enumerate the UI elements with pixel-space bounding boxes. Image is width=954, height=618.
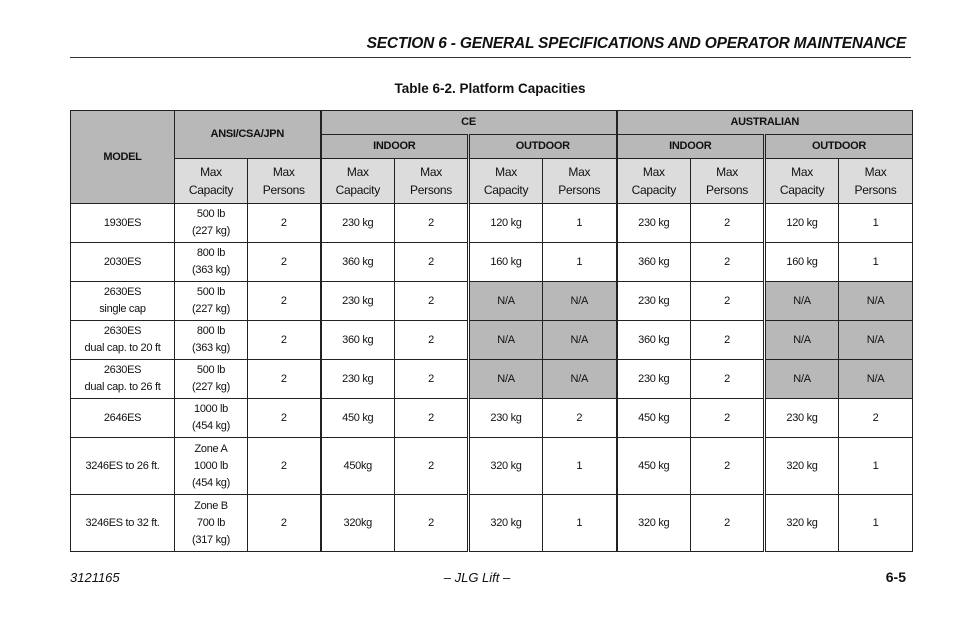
au-in-p-cell: 2 [691, 438, 765, 495]
ansi-cap-cell: 500 lb (227 kg) [175, 282, 248, 321]
ce-in-p-cell: 2 [395, 495, 469, 552]
ansi-p-cell: 2 [248, 399, 321, 438]
au-in-p-cell: 2 [691, 495, 765, 552]
au-out-p-cell: 2 [839, 399, 913, 438]
au-out-cap-cell: 230 kg [765, 399, 839, 438]
header-max-persons: Max Persons [248, 159, 321, 204]
au-out-cap-cell: 320 kg [765, 438, 839, 495]
header-ce-outdoor: OUTDOOR [469, 135, 617, 159]
au-out-p-cell: 1 [839, 204, 913, 243]
header-max-capacity: Max Capacity [469, 159, 543, 204]
au-out-p-cell: N/A [839, 282, 913, 321]
model-cell: 2646ES [71, 399, 175, 438]
au-out-p-cell: 1 [839, 243, 913, 282]
table-title: Table 6-2. Platform Capacities [394, 81, 586, 96]
model-cell: 2630ES dual cap. to 20 ft [71, 321, 175, 360]
ce-out-cap-cell: 120 kg [469, 204, 543, 243]
header-max-capacity: Max Capacity [175, 159, 248, 204]
ansi-cap-cell: 500 lb (227 kg) [175, 204, 248, 243]
ce-in-cap-cell: 450kg [321, 438, 395, 495]
au-in-cap-cell: 360 kg [617, 243, 691, 282]
ce-out-p-cell: N/A [543, 282, 617, 321]
ansi-cap-cell: Zone B 700 lb (317 kg) [175, 495, 248, 552]
table-row [71, 360, 913, 399]
footer-center: – JLG Lift – [443, 570, 511, 585]
au-out-cap-cell: 320 kg [765, 495, 839, 552]
model-cell: 2030ES [71, 243, 175, 282]
ansi-cap-cell: 1000 lb (454 kg) [175, 399, 248, 438]
ce-in-cap-cell: 360 kg [321, 321, 395, 360]
ce-in-p-cell: 2 [395, 360, 469, 399]
au-in-p-cell: 2 [691, 399, 765, 438]
au-in-cap-cell: 320 kg [617, 495, 691, 552]
platform-capacities-table [70, 110, 913, 552]
au-out-p-cell: N/A [839, 360, 913, 399]
au-in-p-cell: 2 [691, 360, 765, 399]
header-au-indoor: INDOOR [617, 135, 765, 159]
ce-in-cap-cell: 360 kg [321, 243, 395, 282]
au-out-cap-cell: 120 kg [765, 204, 839, 243]
table-row [71, 204, 913, 243]
header-ce: CE [321, 111, 617, 135]
page-number: 6-5 [885, 569, 906, 585]
table-row [71, 495, 913, 552]
ansi-cap-cell: 500 lb (227 kg) [175, 360, 248, 399]
ansi-cap-cell: 800 lb (363 kg) [175, 321, 248, 360]
ansi-cap-cell: Zone A 1000 lb (454 kg) [175, 438, 248, 495]
au-in-cap-cell: 230 kg [617, 360, 691, 399]
au-in-p-cell: 2 [691, 321, 765, 360]
table-row [71, 243, 913, 282]
ce-in-p-cell: 2 [395, 321, 469, 360]
au-in-cap-cell: 450 kg [617, 399, 691, 438]
ce-in-p-cell: 2 [395, 243, 469, 282]
ce-in-cap-cell: 230 kg [321, 282, 395, 321]
au-out-p-cell: 1 [839, 438, 913, 495]
ce-in-p-cell: 2 [395, 204, 469, 243]
header-max-persons: Max Persons [691, 159, 765, 204]
ce-out-p-cell: 1 [543, 495, 617, 552]
ansi-cap-cell: 800 lb (363 kg) [175, 243, 248, 282]
au-out-cap-cell: N/A [765, 360, 839, 399]
section-header: SECTION 6 - GENERAL SPECIFICATIONS AND OPERATOR MAINTENANCE [366, 35, 906, 52]
au-in-cap-cell: 230 kg [617, 282, 691, 321]
ansi-p-cell: 2 [248, 243, 321, 282]
ce-out-p-cell: 1 [543, 204, 617, 243]
doc-number: 3121165 [70, 570, 120, 585]
header-ansi: ANSI/CSA/JPN [175, 111, 321, 159]
ansi-p-cell: 2 [248, 360, 321, 399]
header-au-outdoor: OUTDOOR [765, 135, 913, 159]
header-rule [70, 57, 911, 58]
au-in-cap-cell: 360 kg [617, 321, 691, 360]
ce-out-cap-cell: 320 kg [469, 438, 543, 495]
ce-out-p-cell: 2 [543, 399, 617, 438]
ce-in-cap-cell: 450 kg [321, 399, 395, 438]
au-in-p-cell: 2 [691, 282, 765, 321]
model-cell: 2630ES dual cap. to 26 ft [71, 360, 175, 399]
au-in-p-cell: 2 [691, 204, 765, 243]
table-row [71, 438, 913, 495]
table-row [71, 321, 913, 360]
au-in-cap-cell: 450 kg [617, 438, 691, 495]
table-row [71, 282, 913, 321]
ce-out-p-cell: 1 [543, 243, 617, 282]
ce-in-p-cell: 2 [395, 399, 469, 438]
ansi-p-cell: 2 [248, 438, 321, 495]
ansi-p-cell: 2 [248, 321, 321, 360]
ce-out-cap-cell: N/A [469, 282, 543, 321]
header-max-persons: Max Persons [543, 159, 617, 204]
au-in-cap-cell: 230 kg [617, 204, 691, 243]
ce-in-cap-cell: 230 kg [321, 204, 395, 243]
ce-out-cap-cell: 320 kg [469, 495, 543, 552]
ce-in-p-cell: 2 [395, 438, 469, 495]
header-model: MODEL [71, 111, 175, 204]
ce-in-cap-cell: 320kg [321, 495, 395, 552]
ansi-p-cell: 2 [248, 282, 321, 321]
au-out-cap-cell: N/A [765, 321, 839, 360]
ce-out-cap-cell: N/A [469, 360, 543, 399]
ce-out-cap-cell: 160 kg [469, 243, 543, 282]
ansi-p-cell: 2 [248, 495, 321, 552]
model-cell: 1930ES [71, 204, 175, 243]
table-row [71, 399, 913, 438]
header-max-capacity: Max Capacity [321, 159, 395, 204]
ce-out-cap-cell: N/A [469, 321, 543, 360]
model-cell: 3246ES to 32 ft. [71, 495, 175, 552]
au-out-cap-cell: N/A [765, 282, 839, 321]
header-max-persons: Max Persons [839, 159, 913, 204]
ce-in-p-cell: 2 [395, 282, 469, 321]
header-max-capacity: Max Capacity [617, 159, 691, 204]
ce-out-p-cell: 1 [543, 438, 617, 495]
subheader-row [71, 159, 913, 204]
au-out-p-cell: 1 [839, 495, 913, 552]
ce-out-p-cell: N/A [543, 321, 617, 360]
ce-out-cap-cell: 230 kg [469, 399, 543, 438]
model-cell: 3246ES to 26 ft. [71, 438, 175, 495]
ce-in-cap-cell: 230 kg [321, 360, 395, 399]
table-body [71, 204, 913, 552]
au-out-cap-cell: 160 kg [765, 243, 839, 282]
header-max-persons: Max Persons [395, 159, 469, 204]
ansi-p-cell: 2 [248, 204, 321, 243]
au-in-p-cell: 2 [691, 243, 765, 282]
header-max-capacity: Max Capacity [765, 159, 839, 204]
ce-out-p-cell: N/A [543, 360, 617, 399]
header-australian: AUSTRALIAN [617, 111, 913, 135]
model-cell: 2630ES single cap [71, 282, 175, 321]
au-out-p-cell: N/A [839, 321, 913, 360]
header-ce-indoor: INDOOR [321, 135, 469, 159]
